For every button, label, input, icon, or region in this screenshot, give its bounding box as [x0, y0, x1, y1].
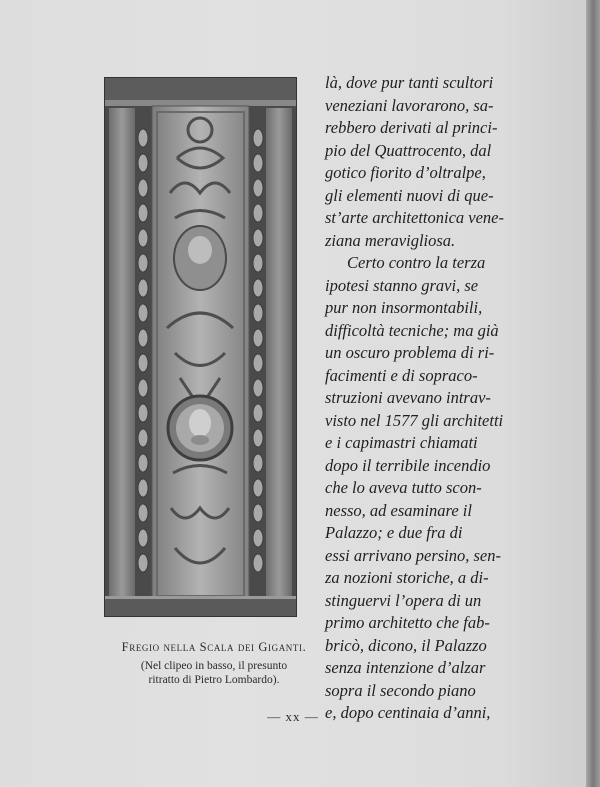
text-line: senza intenzione d’alzar: [325, 658, 486, 677]
text-line: rebbero derivati al princi-: [325, 118, 498, 137]
text-line: stinguervi l’opera di un: [325, 590, 482, 610]
text-line: e i capimastri chiamati: [325, 433, 478, 452]
text-line: struzioni avevano intrav-: [325, 388, 491, 407]
text-line: gotico fiorito d’oltralpe,: [325, 163, 486, 182]
text-line: primo architetto che fab-: [325, 613, 490, 632]
text-line: Certo contro la terza: [347, 253, 486, 272]
text-line: pio del Quattrocento, dal: [325, 140, 492, 160]
caption-note-line-2: ritratto di Pietro Lombardo).: [148, 674, 280, 686]
text-line: pur non insormontabili,: [325, 298, 483, 317]
caption-note-line-1: (Nel clipeo in basso, il presunto: [140, 660, 288, 672]
figure-caption: [104, 640, 324, 687]
caption-title-prefix: Fregio nella: [121, 640, 200, 654]
text-line: difficoltà tecniche; ma già: [325, 320, 499, 340]
text-line: za nozioni storiche, a di-: [325, 568, 489, 587]
caption-title-middle: dei: [234, 640, 259, 654]
text-line: e, dopo centinaia d’anni,: [325, 703, 491, 722]
text-line: un oscuro problema di ri-: [325, 343, 495, 362]
caption-title: [104, 640, 324, 655]
page-number: — xx —: [267, 709, 319, 724]
caption-note: [104, 659, 324, 687]
text-line: ziana meravigliosa.: [325, 230, 456, 250]
text-line: essi arrivano persino, sen-: [325, 545, 501, 565]
text-line: ipotesi stanno gravi, se: [325, 275, 479, 295]
caption-title-scala: Scala: [199, 640, 235, 654]
text-line: dopo il terribile incendio: [325, 455, 491, 475]
text-line: là, dove pur tanti scultori: [325, 73, 494, 92]
text-line: st’arte architettonica vene-: [325, 208, 504, 227]
book-binding-edge: [586, 0, 600, 787]
caption-title-giganti: Giganti.: [258, 640, 307, 654]
frieze-illustration: [104, 77, 297, 617]
text-line: visto nel 1577 gli architetti: [325, 410, 504, 430]
text-line: sopra il secondo piano: [325, 680, 476, 700]
text-line: veneziani lavorarono, sa-: [325, 95, 494, 115]
text-line: bricò, dicono, il Palazzo: [325, 635, 487, 655]
text-line: Palazzo; e due fra di: [325, 523, 463, 542]
frieze-photo: [105, 78, 296, 616]
text-line: nesso, ad esaminare il: [325, 500, 472, 520]
text-line: facimenti e di sopraco-: [325, 365, 478, 385]
body-text: [325, 72, 530, 725]
text-line: gli elementi nuovi di que-: [325, 185, 494, 205]
text-line: che lo aveva tutto scon-: [325, 478, 482, 497]
